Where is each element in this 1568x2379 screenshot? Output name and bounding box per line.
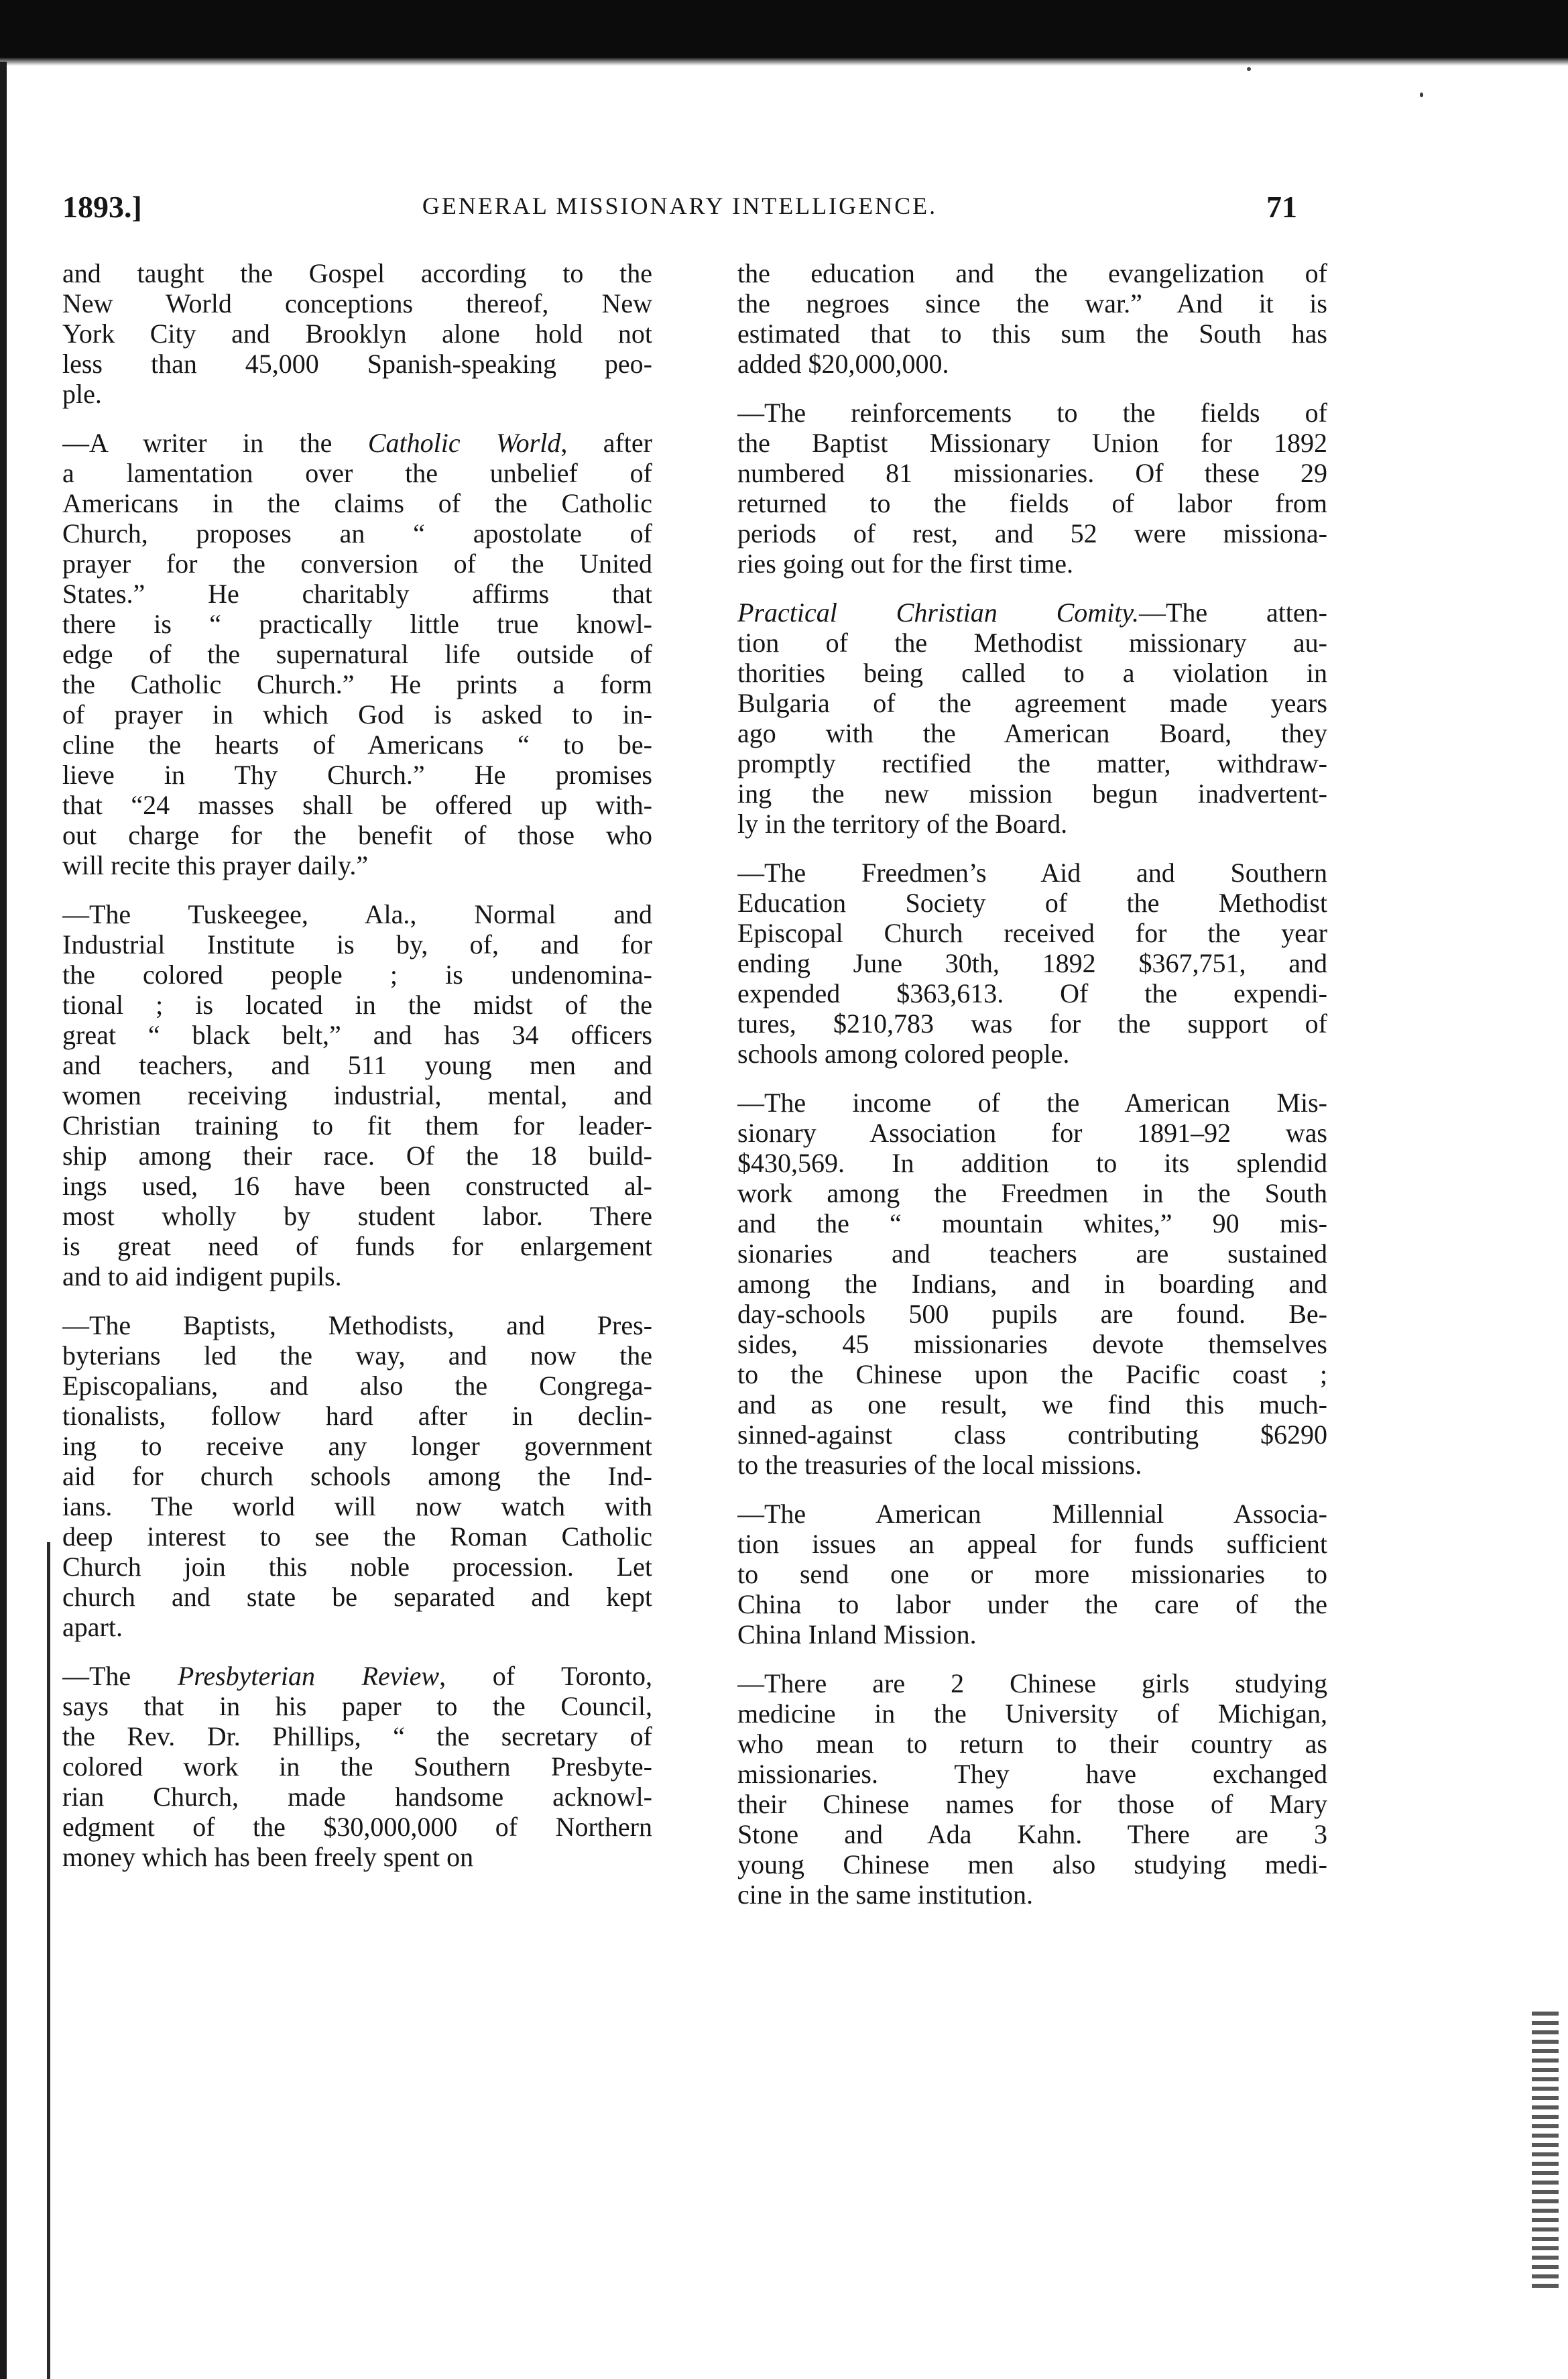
text-line: will recite this prayer daily.” xyxy=(62,850,369,880)
running-header xyxy=(62,189,1297,236)
text-line: work among the Freedmen in the South xyxy=(737,1178,1327,1208)
left-column xyxy=(62,258,652,2357)
text-line: the education and the evangelization of xyxy=(737,258,1327,288)
scan-binding-line xyxy=(47,1542,50,2379)
text-line: —The Presbyterian Review, of Toronto, xyxy=(62,1661,652,1691)
text-line: China to labor under the care of the xyxy=(737,1589,1327,1619)
text-line: —The Freedmen’s Aid and Southern xyxy=(737,858,1327,888)
text-line: ians. The world will now watch with xyxy=(62,1491,652,1521)
text-line: the Catholic Church.” He prints a form xyxy=(62,669,652,699)
text-line: edgment of the $30,000,000 of Northern xyxy=(62,1812,652,1842)
text-line: colored work in the Southern Presbyte- xyxy=(62,1751,652,1782)
article-paragraph xyxy=(62,428,652,880)
text-line: lieve in Thy Church.” He promises xyxy=(62,760,652,790)
text-line: and as one result, we find this much- xyxy=(737,1389,1327,1419)
article-paragraph xyxy=(737,398,1327,579)
article-paragraph xyxy=(737,1088,1327,1480)
scan-top-shadow xyxy=(0,58,1568,66)
text-line: ries going out for the first time. xyxy=(737,548,1074,579)
text-line: expended $363,613. Of the expendi- xyxy=(737,978,1327,1008)
text-line: prayer for the conversion of the United xyxy=(62,548,652,579)
text-line: of prayer in which God is asked to in- xyxy=(62,699,652,730)
text-line: deep interest to see the Roman Catholic xyxy=(62,1521,652,1552)
text-line: and the “ mountain whites,” 90 mis- xyxy=(737,1208,1327,1238)
text-line: —There are 2 Chinese girls studying xyxy=(737,1668,1327,1698)
text-line: returned to the fields of labor from xyxy=(737,488,1327,518)
header-title: GENERAL MISSIONARY INTELLIGENCE. xyxy=(422,192,938,219)
text-line: Americans in the claims of the Catholic xyxy=(62,488,652,518)
header-year: 1893.] xyxy=(62,190,142,224)
text-line: a lamentation over the unbelief of xyxy=(62,458,652,488)
text-line: says that in his paper to the Council, xyxy=(62,1691,652,1721)
text-line: numbered 81 missionaries. Of these 29 xyxy=(737,458,1327,488)
text-line: and to aid indigent pupils. xyxy=(62,1261,342,1291)
text-line: young Chinese men also studying medi- xyxy=(737,1849,1327,1879)
right-column xyxy=(737,258,1327,2357)
text-line: is great need of funds for enlargement xyxy=(62,1231,652,1261)
text-line: promptly rectified the matter, withdraw- xyxy=(737,748,1327,778)
text-line: —The Tuskeegee, Ala., Normal and xyxy=(62,899,652,929)
text-line: —The Baptists, Methodists, and Pres- xyxy=(62,1310,652,1340)
text-line: schools among colored people. xyxy=(737,1039,1070,1069)
text-line: —The American Millennial Associa- xyxy=(737,1499,1327,1529)
text-line: tion of the Methodist missionary au- xyxy=(737,628,1327,658)
article-paragraph xyxy=(737,1499,1327,1649)
article-paragraph xyxy=(737,258,1327,379)
text-line: ple. xyxy=(62,379,102,409)
text-line: the Baptist Missionary Union for 1892 xyxy=(737,428,1327,458)
text-line: among the Indians, and in boarding and xyxy=(737,1269,1327,1299)
text-line: ship among their race. Of the 18 build- xyxy=(62,1141,652,1171)
page-number: 71 xyxy=(1266,190,1297,224)
text-line: aid for church schools among the Ind- xyxy=(62,1461,652,1491)
article-paragraph xyxy=(62,258,652,409)
text-line: medicine in the University of Michigan, xyxy=(737,1698,1327,1729)
text-line: ago with the American Board, they xyxy=(737,718,1327,748)
text-line: edge of the supernatural life outside of xyxy=(62,639,652,669)
text-line: New World conceptions thereof, New xyxy=(62,288,652,318)
text-line: their Chinese names for those of Mary xyxy=(737,1789,1327,1819)
text-line: who mean to return to their country as xyxy=(737,1729,1327,1759)
text-line: money which has been freely spent on xyxy=(62,1842,474,1872)
text-line: Industrial Institute is by, of, and for xyxy=(62,929,652,960)
text-line: Christian training to fit them for leader- xyxy=(62,1110,652,1141)
text-line: Bulgaria of the agreement made years xyxy=(737,688,1327,718)
text-line: ending June 30th, 1892 $367,751, and xyxy=(737,948,1327,978)
text-line: —The income of the American Mis- xyxy=(737,1088,1327,1118)
text-line: cine in the same institution. xyxy=(737,1879,1034,1910)
text-line: periods of rest, and 52 were missiona- xyxy=(737,518,1327,548)
text-line: and taught the Gospel according to the xyxy=(62,258,652,288)
scan-top-border xyxy=(0,0,1568,62)
text-line: less than 45,000 Spanish-speaking peo- xyxy=(62,349,652,379)
article-paragraph xyxy=(62,1310,652,1642)
text-line: added $20,000,000. xyxy=(737,349,949,379)
article-paragraph xyxy=(62,899,652,1291)
text-line: the Rev. Dr. Phillips, “ the secretary of xyxy=(62,1721,652,1751)
text-line: estimated that to this sum the South has xyxy=(737,318,1327,349)
text-line: sinned-against class contributing $6290 xyxy=(737,1419,1327,1450)
text-line: ing to receive any longer government xyxy=(62,1431,652,1461)
scan-left-edge xyxy=(0,62,7,2379)
text-line: there is “ practically little true knowl- xyxy=(62,609,652,639)
text-line: Episcopal Church received for the year xyxy=(737,918,1327,948)
text-line: and teachers, and 511 young men and xyxy=(62,1050,652,1080)
text-line: sionary Association for 1891–92 was xyxy=(737,1118,1327,1148)
text-line: Stone and Ada Kahn. There are 3 xyxy=(737,1819,1327,1849)
article-paragraph xyxy=(62,1661,652,1872)
text-line: ly in the territory of the Board. xyxy=(737,809,1068,839)
text-line: apart. xyxy=(62,1612,123,1642)
scan-speck xyxy=(1247,67,1251,71)
text-line: thorities being called to a violation in xyxy=(737,658,1327,688)
text-line: York City and Brooklyn alone hold not xyxy=(62,318,652,349)
text-line: rian Church, made handsome acknowl- xyxy=(62,1782,652,1812)
text-line: to the treasuries of the local missions. xyxy=(737,1450,1142,1480)
text-line: Episcopalians, and also the Congrega- xyxy=(62,1371,652,1401)
text-line: tional ; is located in the midst of the xyxy=(62,990,652,1020)
article-paragraph xyxy=(737,1668,1327,1910)
text-line: most wholly by student labor. There xyxy=(62,1201,652,1231)
scan-edge-marks xyxy=(1532,2012,1559,2293)
text-line: missionaries. They have exchanged xyxy=(737,1759,1327,1789)
text-line: tures, $210,783 was for the support of xyxy=(737,1008,1327,1039)
text-line: Practical Christian Comity.—The atten- xyxy=(737,597,1327,628)
text-line: cline the hearts of Americans “ to be- xyxy=(62,730,652,760)
text-line: $430,569. In addition to its splendid xyxy=(737,1148,1327,1178)
text-line: the colored people ; is undenomina- xyxy=(62,960,652,990)
text-line: great “ black belt,” and has 34 officers xyxy=(62,1020,652,1050)
text-line: tionalists, follow hard after in declin- xyxy=(62,1401,652,1431)
text-line: sides, 45 missionaries devote themselves xyxy=(737,1329,1327,1359)
text-line: —The reinforcements to the fields of xyxy=(737,398,1327,428)
text-line: tion issues an appeal for funds sufficient xyxy=(737,1529,1327,1559)
text-line: China Inland Mission. xyxy=(737,1619,977,1649)
text-line: sionaries and teachers are sustained xyxy=(737,1238,1327,1269)
text-line: that “24 masses shall be offered up with- xyxy=(62,790,652,820)
text-line: ing the new mission begun inadvertent- xyxy=(737,778,1327,809)
text-line: women receiving industrial, mental, and xyxy=(62,1080,652,1110)
text-line: —A writer in the Catholic World, after xyxy=(62,428,652,458)
text-line: States.” He charitably affirms that xyxy=(62,579,652,609)
text-line: Church, proposes an “ apostolate of xyxy=(62,518,652,548)
text-line: the negroes since the war.” And it is xyxy=(737,288,1327,318)
text-line: Education Society of the Methodist xyxy=(737,888,1327,918)
article-paragraph xyxy=(737,858,1327,1069)
text-line: out charge for the benefit of those who xyxy=(62,820,652,850)
text-line: day-schools 500 pupils are found. Be- xyxy=(737,1299,1327,1329)
text-line: to send one or more missionaries to xyxy=(737,1559,1327,1589)
text-line: church and state be separated and kept xyxy=(62,1582,652,1612)
scan-speck xyxy=(1420,93,1423,97)
text-line: Church join this noble procession. Let xyxy=(62,1552,652,1582)
article-paragraph xyxy=(737,597,1327,839)
text-line: ings used, 16 have been constructed al- xyxy=(62,1171,652,1201)
text-line: byterians led the way, and now the xyxy=(62,1340,652,1371)
text-line: to the Chinese upon the Pacific coast ; xyxy=(737,1359,1327,1389)
